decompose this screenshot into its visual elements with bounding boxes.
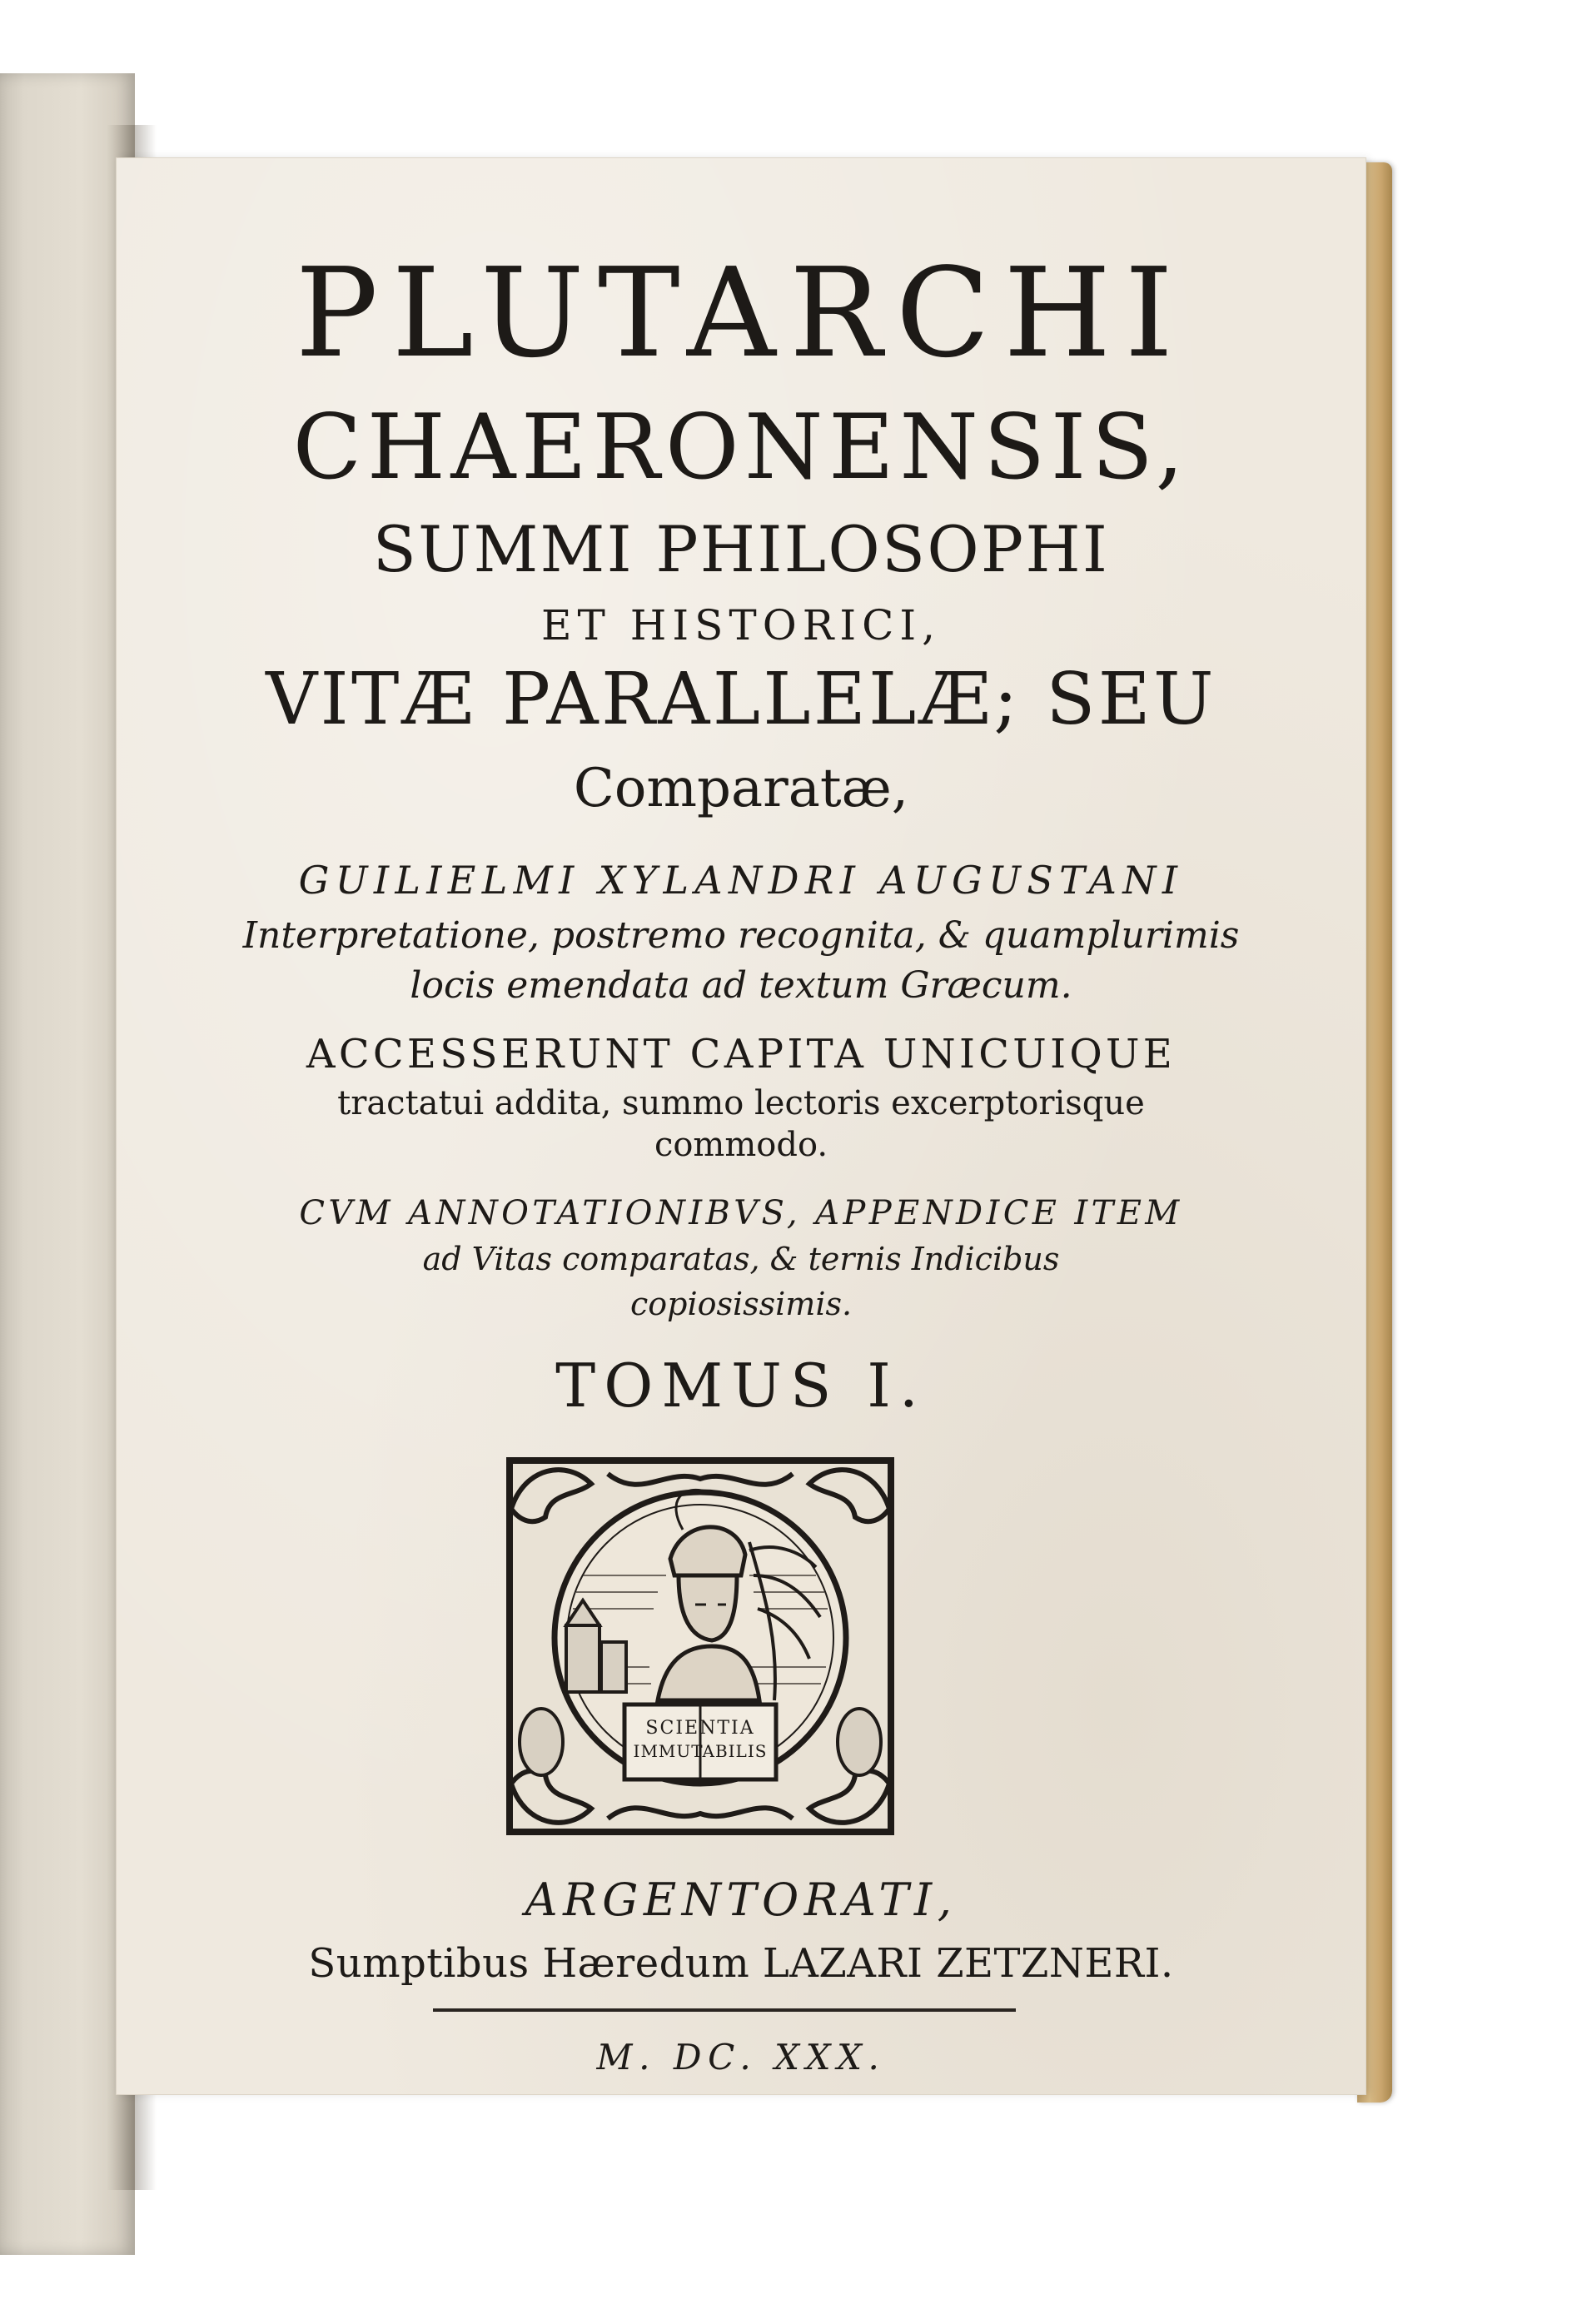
translation-note-2: locis emendata ad textum Græcum. (410, 964, 1072, 1007)
annotations-note-1: ad Vitas comparatas, & ternis Indicibus (422, 1241, 1060, 1277)
imprint-publisher: Sumptibus Hæredum LAZARI ZETZNERI. (308, 1940, 1174, 1987)
author-origin: CHAERONENSIS, (292, 396, 1190, 500)
device-motto: SCIENTIA (645, 1718, 755, 1739)
additions-heading: ACCESSERUNT CAPITA UNICUIQUE (306, 1031, 1177, 1077)
volume-number: TOMUS I. (555, 1351, 927, 1421)
title-page (117, 158, 1366, 2094)
author-name: PLUTARCHI (295, 241, 1187, 385)
imprint-rule (433, 2008, 1016, 2012)
author-epithet-1: SUMMI PHILOSOPHI (372, 512, 1110, 586)
translator-name: GUILIELMI XYLANDRI AUGUSTANI (298, 858, 1184, 903)
translation-note-1: Interpretatione, postremo recognita, & quamplurimis (242, 914, 1240, 957)
imprint-place: ARGENTORATI, (525, 1874, 958, 1926)
work-title: VITÆ PARALLELÆ; SEU (266, 658, 1216, 741)
annotations-note-2: copiosissimis. (629, 1286, 853, 1322)
device-motto-2: IMMUTABILIS (633, 1741, 768, 1761)
work-subtitle: Comparatæ, (573, 758, 909, 819)
annotations-heading: CVM ANNOTATIONIBVS, APPENDICE ITEM (299, 1194, 1183, 1232)
additions-note-2: commodo. (654, 1126, 828, 1164)
additions-note-1: tractatui addita, summo lectoris excerptorisque (337, 1084, 1145, 1122)
author-epithet-2: ET HISTORICI, (541, 601, 941, 649)
imprint-date: M. DC. XXX. (596, 2037, 886, 2078)
printers-device-woodcut (500, 1451, 901, 1842)
